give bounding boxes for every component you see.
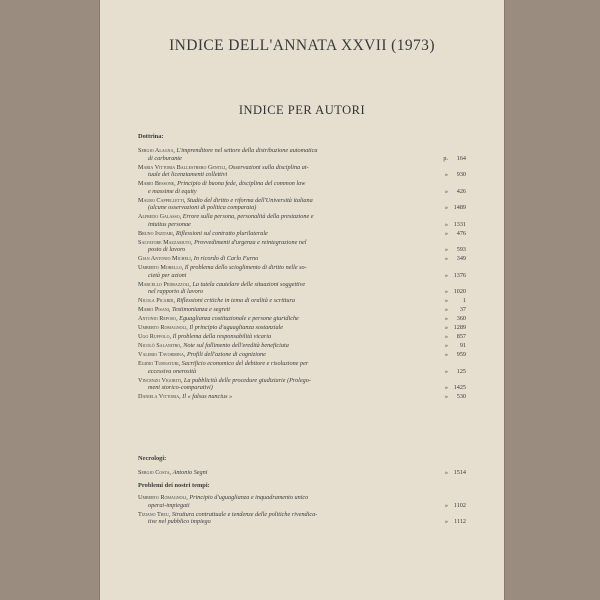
entry-title: Il problema dello scioglimento di diritto nelle so- <box>184 264 307 271</box>
entry-title: L'imprenditore nel settore della distribuzione automatica <box>176 147 318 154</box>
category-label: Problemi dei nostri tempi: <box>138 482 210 489</box>
entry-page-prefix: » <box>444 333 448 340</box>
entry-author: Bruno Inzitari, <box>138 229 175 237</box>
entry-title: Provvedimenti d'urgenza e reintegrazione nel <box>194 238 307 246</box>
entry-title: Testimonianza e segreti <box>172 306 231 313</box>
category-necrologi <box>138 455 466 477</box>
entry-title: Il principio d'uguaglianza sostanziale <box>189 324 283 331</box>
entry-page-prefix: » <box>444 246 448 253</box>
entry-page-prefix: » <box>444 220 448 228</box>
entry-author: Egidio Turnaturi, <box>138 360 181 367</box>
entry-page-prefix: » <box>444 271 448 279</box>
index-entry <box>138 377 466 392</box>
entry-title-cont: meni storico-comparativi) <box>148 384 213 391</box>
category-label: Necrologi: <box>138 455 167 462</box>
entry-author: Antonio Reposo, <box>138 315 178 322</box>
entry-page-prefix: » <box>444 255 448 262</box>
index-entry <box>138 315 466 323</box>
entry-page: 1020 <box>453 288 466 295</box>
entry-title: Studio del diritto e riforma dell'Università italiana <box>186 196 313 204</box>
entry-page: 349 <box>456 255 466 262</box>
entry-title: La pubblicità delle procedure giudiziarie (Prolego- <box>183 376 311 384</box>
index-entry <box>138 164 466 179</box>
entry-author: Nicolò Salanitro, <box>138 342 182 349</box>
index-page <box>100 0 504 600</box>
entry-author: Mauro Cappelletti, <box>138 196 186 204</box>
entry-page: 426 <box>456 187 466 195</box>
entry-page: 1489 <box>453 204 466 211</box>
index-entry <box>138 324 466 332</box>
entry-author: Sergio Alagna, <box>138 147 175 154</box>
entry-title-cont: operai-impiegati <box>148 501 190 509</box>
entry-title-cont: eccessiva onerosità <box>148 367 197 375</box>
index-entry <box>138 197 466 212</box>
entry-title-cont: e massime di equity <box>148 187 197 195</box>
index-entry <box>138 255 466 263</box>
entry-page: 593 <box>456 246 466 253</box>
entry-page: 1331 <box>453 220 466 228</box>
entry-page-prefix: » <box>444 393 448 400</box>
entry-author: Marcello Pedrazzoli, <box>138 280 191 288</box>
entry-title-cont: tive nel pubblico impiego <box>148 518 211 525</box>
index-entry <box>138 469 466 477</box>
entry-page-prefix: » <box>444 367 448 375</box>
entry-title-cont: intuitus personae <box>148 220 191 228</box>
entry-author: Maria Vittoria Ballestrero Gentili, <box>138 163 227 171</box>
entry-page-prefix: p. <box>443 154 448 162</box>
entry-title: Eguaglianza costituzionale e persone giuridiche <box>179 315 299 322</box>
entry-author: Mario Pisani, <box>138 306 171 313</box>
section-title: INDICE PER AUTORI <box>238 103 366 117</box>
entry-page: 1112 <box>454 518 466 525</box>
index-entry <box>138 351 466 359</box>
entry-title-cont: (alcune osservazioni di politica comparata) <box>148 204 257 211</box>
entry-title-cont: posto di lavoro <box>148 246 186 253</box>
entry-author: Umberto Romagnoli, <box>138 494 188 501</box>
entry-title: Il « falsus nuncius » <box>182 393 233 400</box>
entry-page-prefix: » <box>444 187 448 195</box>
index-entry <box>138 264 466 279</box>
entry-title: Osservazioni sulla disciplina at- <box>228 163 309 171</box>
entry-title: Errore sulla persona, personalità della prestazione e <box>182 213 314 220</box>
entry-page-prefix: » <box>444 229 448 237</box>
entry-page: 1 <box>462 297 466 304</box>
index-entry <box>138 393 466 401</box>
entry-title-cont: nel rapporto di lavoro <box>148 288 203 295</box>
entry-page-prefix: » <box>444 171 448 178</box>
entry-author: Mario Bessone, <box>138 180 176 187</box>
entry-author: Valerio Tavormina, <box>138 351 186 358</box>
entry-page: 476 <box>456 229 466 237</box>
category-dottrina <box>138 133 466 401</box>
entry-author: Ugo Ruffolo, <box>138 333 172 340</box>
entry-page: 1102 <box>453 501 466 509</box>
entry-title: Riflessioni sul contratto plurilaterale <box>175 229 268 237</box>
entry-author: Nicola Picardi, <box>138 297 176 304</box>
entry-page: 1425 <box>453 384 466 391</box>
entry-title: Principio d'uguaglianza e inquadramento unico <box>189 494 309 501</box>
entry-page: 530 <box>456 393 466 400</box>
entry-page-prefix: » <box>444 288 448 295</box>
entry-page-prefix: » <box>444 384 448 391</box>
index-entry <box>138 281 466 296</box>
entry-author: Alfredo Galasso, <box>138 213 182 220</box>
entry-author: Vincenzo Vigoriti, <box>138 376 183 384</box>
index-entry <box>138 147 466 162</box>
entry-page-prefix: » <box>444 501 448 509</box>
entry-title-cont: di carburante <box>148 154 182 162</box>
entry-page: 91 <box>459 342 466 349</box>
entry-author: Tiziano Treu, <box>138 510 171 518</box>
index-entry <box>138 213 466 228</box>
index-entry <box>138 494 466 509</box>
entry-title: Profili dell'azione di cognizione <box>186 351 266 358</box>
entry-page: 1376 <box>453 271 466 279</box>
index-entry <box>138 306 466 314</box>
category-label: Dottrina: <box>138 133 164 140</box>
index-entry <box>138 239 466 254</box>
entry-title: Sacrificio economico del debitore e risoluzione per <box>181 360 309 367</box>
entry-title: Struttura contrattuale e tendenze delle politiche rivendica- <box>171 510 318 518</box>
entry-page: 930 <box>456 171 466 178</box>
entry-author: Gian Antonio Micheli, <box>138 255 193 262</box>
page-title: INDICE DELL'ANNATA XXVII (1973) <box>169 37 435 54</box>
entry-page: 125 <box>456 367 466 375</box>
entry-page-prefix: » <box>444 351 448 358</box>
entry-title-cont: cietà per azioni <box>148 271 187 279</box>
entry-page: 164 <box>456 154 466 162</box>
entry-page-prefix: » <box>444 297 448 304</box>
entry-title: Note sul fallimento dell'eredità beneficiata <box>183 342 289 349</box>
index-entry <box>138 297 466 305</box>
entry-page-prefix: » <box>444 469 448 476</box>
category-problemi <box>138 482 466 526</box>
entry-author: Salvatore Mazzamuto, <box>138 238 193 246</box>
entry-page: 857 <box>456 333 466 340</box>
index-entry <box>138 180 466 195</box>
entry-page: 1514 <box>453 469 466 476</box>
entry-author: Sergio Costa, <box>138 469 172 476</box>
entry-author: Daniela Vittoria, <box>138 393 181 400</box>
index-entry <box>138 230 466 238</box>
entry-page-prefix: » <box>444 342 448 349</box>
entry-title: Antonio Segni <box>172 469 208 476</box>
entry-page-prefix: » <box>444 204 448 211</box>
entry-title: In ricordo di Carlo Furno <box>193 255 259 262</box>
index-entry <box>138 360 466 375</box>
index-entry <box>138 342 466 350</box>
entry-title: Principio di buona fede, disciplina del common law <box>177 180 306 187</box>
index-entry <box>138 511 466 526</box>
entry-page-prefix: » <box>444 324 448 331</box>
entry-title: Riflessioni critiche in tema di oralità e scrittura <box>176 297 295 304</box>
entry-title-cont: tuale dei licenziamenti collettivi <box>148 171 228 178</box>
entry-page: 360 <box>456 315 466 322</box>
entry-title: Il problema della responsabilità vicaria <box>172 333 272 340</box>
entry-page: 1289 <box>453 324 466 331</box>
entry-author: Umberto Romagnoli, <box>138 324 188 331</box>
entry-page-prefix: » <box>444 315 448 322</box>
entry-title: La tutela cautelare delle situazioni soggettive <box>192 280 306 288</box>
entry-page: 959 <box>456 351 466 358</box>
entry-page: 37 <box>459 306 466 313</box>
index-entry <box>138 333 466 341</box>
entry-page-prefix: » <box>444 518 448 525</box>
entry-author: Umberto Morello, <box>138 264 184 271</box>
entry-page-prefix: » <box>444 306 448 313</box>
